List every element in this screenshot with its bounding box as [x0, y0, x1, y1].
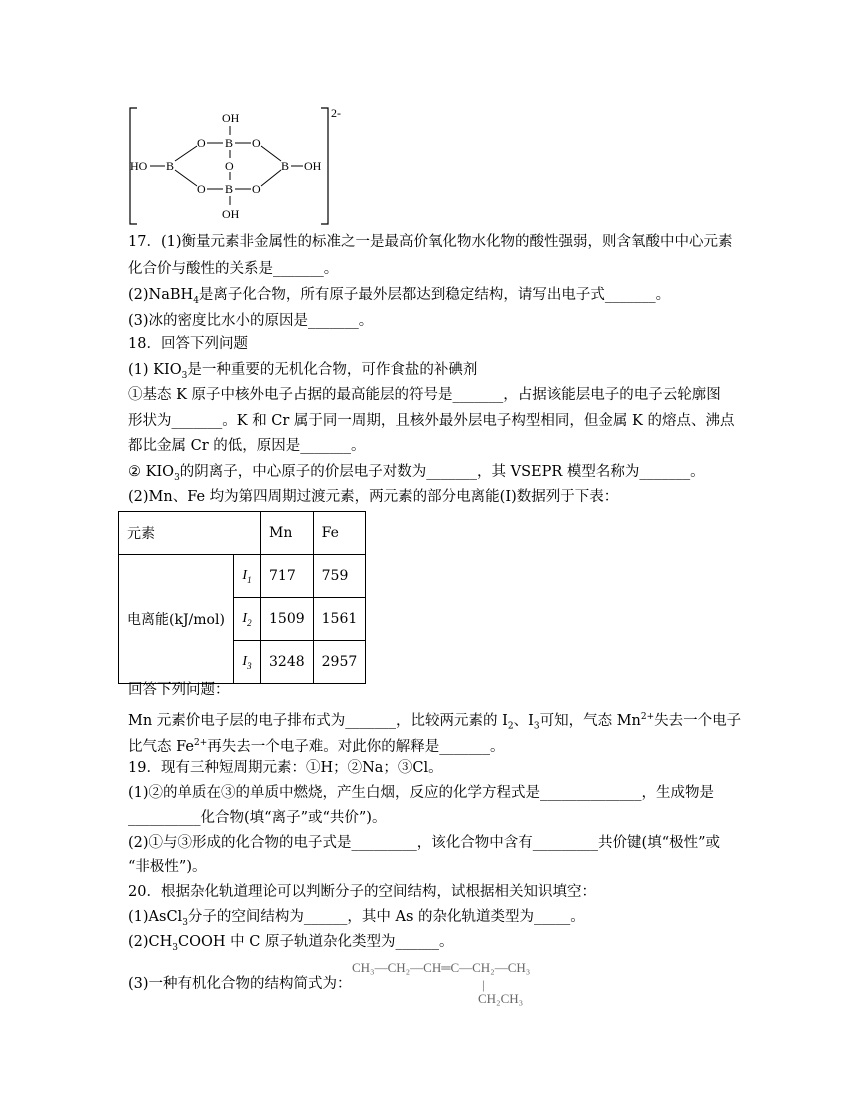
q18-p5: ② $KIO_3$的阴离子，中心原子的价层电子对数为_______，其 VSEPR 模型名称为_______。: [128, 464, 705, 483]
ho-left: HO: [130, 159, 148, 173]
q17-line4: (3)冰的密度比水小的原因是_______。: [128, 313, 374, 329]
q19-l4: “非极性”)。: [128, 859, 207, 875]
oh-right: OH: [304, 159, 322, 173]
q19-l2: __________化合物(填“离子”或“共价”)。: [128, 810, 387, 826]
q18-p9: 比气态 $Fe^{2+}$再失去一个电子难。对此你的解释是_______。: [128, 738, 505, 755]
q18-p7: 回答下列问题：: [128, 682, 230, 698]
oxygen-upper-left: O: [197, 136, 206, 150]
right-bracket: [321, 108, 328, 224]
struct-branch: CH₂CH₃: [478, 991, 524, 1006]
oh-bottom: OH: [222, 207, 240, 221]
boron-left: B: [166, 159, 175, 173]
q18-p6: (2)Mn、Fe 均为第四周期过渡元素，两元素的部分电离能(I)数据列于下表：: [128, 489, 619, 505]
mn-i1: 717: [261, 555, 314, 598]
q19-title: 19．现有三种短周期元素：①H；②Na；③Cl。: [128, 760, 443, 776]
oxygen-lower-right: O: [252, 182, 261, 196]
q19-l1: (1)②的单质在③的单质中燃烧，产生白烟，反应的化学方程式是______________，生成物是: [128, 785, 715, 801]
q17-line1: 17．(1)衡量元素非金属性的标准之一是最高价氧化物水化物的酸性强弱，则含氧酸中中心元素: [128, 234, 733, 250]
charge-label: 2-: [331, 106, 341, 120]
q20-title: 20．根据杂化轨道理论可以判断分子的空间结构，试根据相关知识填空：: [128, 884, 596, 900]
borate-structure-diagram: [125, 104, 355, 229]
q20-l2: $(2)CH_3COOH$ 中 C 原子轨道杂化类型为______。: [128, 934, 454, 953]
boron-right: B: [281, 159, 290, 173]
fe-i3: 2957: [313, 641, 366, 684]
q18-title: 18．回答下列问题: [128, 336, 248, 352]
fe-i2: 1561: [313, 598, 366, 641]
header-fe: Fe: [313, 512, 366, 555]
i1-label: $I_1$: [234, 555, 261, 598]
q18-p8: Mn 元素价电子层的电子排布式为_______，比较两元素的 $I_2$、$I_3$可知，气态 $Mn^{2+}$失去一个电子: [128, 712, 742, 732]
oh-top: OH: [222, 111, 240, 125]
oxygen-lower-left: O: [197, 182, 206, 196]
i2-label: $I_2$: [234, 598, 261, 641]
q19-l3: (2)①与③形成的化合物的电子式是_________，该化合物中含有_________共价键(填“极性”或: [128, 835, 721, 851]
boron-top: B: [225, 136, 234, 150]
q17-line2: 化合价与酸性的关系是_______。: [128, 261, 339, 277]
mn-i2: 1509: [261, 598, 314, 641]
fe-i1: 759: [313, 555, 366, 598]
oxygen-upper-right: O: [252, 136, 261, 150]
header-mn: Mn: [261, 512, 314, 555]
q18-p2: ①基态 K 原子中核外电子占据的最高能层的符号是_______，占据该能层电子的电子云轮廓图: [128, 387, 721, 403]
ionization-energy-table: [118, 511, 366, 684]
struct-branch-bond: |: [482, 977, 485, 992]
header-element: 元素: [119, 512, 261, 555]
q20-l1: (1)AsCl$_3$分子的空间结构为______，其中 As 的杂化轨道类型为_____。: [128, 909, 585, 928]
oxygen-middle: O: [225, 159, 234, 173]
struct-main-chain: CH₃—CH₂—CH═C—CH₂—CH₃: [352, 960, 531, 975]
q17-line3: (2)NaBH$_4$是离子化合物，所有原子最外层都达到稳定结构，请写出电子式_______。: [128, 287, 671, 306]
q18-p1: (1) $KIO_3$是一种重要的无机化合物，可作食盐的补碘剂: [128, 362, 478, 381]
mn-i3: 3248: [261, 641, 314, 684]
boron-bottom: B: [225, 182, 234, 196]
i3-label: $I_3$: [234, 641, 261, 684]
q18-p3: 形状为_______。K 和 Cr 属于同一周期，且核外最外层电子构型相同，但金属 K 的熔点、沸点: [128, 413, 735, 429]
organic-structure-formula: [350, 958, 590, 1008]
q18-p4: 都比金属 Cr 的低，原因是_______。: [128, 438, 366, 454]
row-label: 电离能(kJ/mol): [119, 555, 234, 684]
q20-l3: (3)一种有机化合物的结构简式为：: [128, 976, 352, 992]
